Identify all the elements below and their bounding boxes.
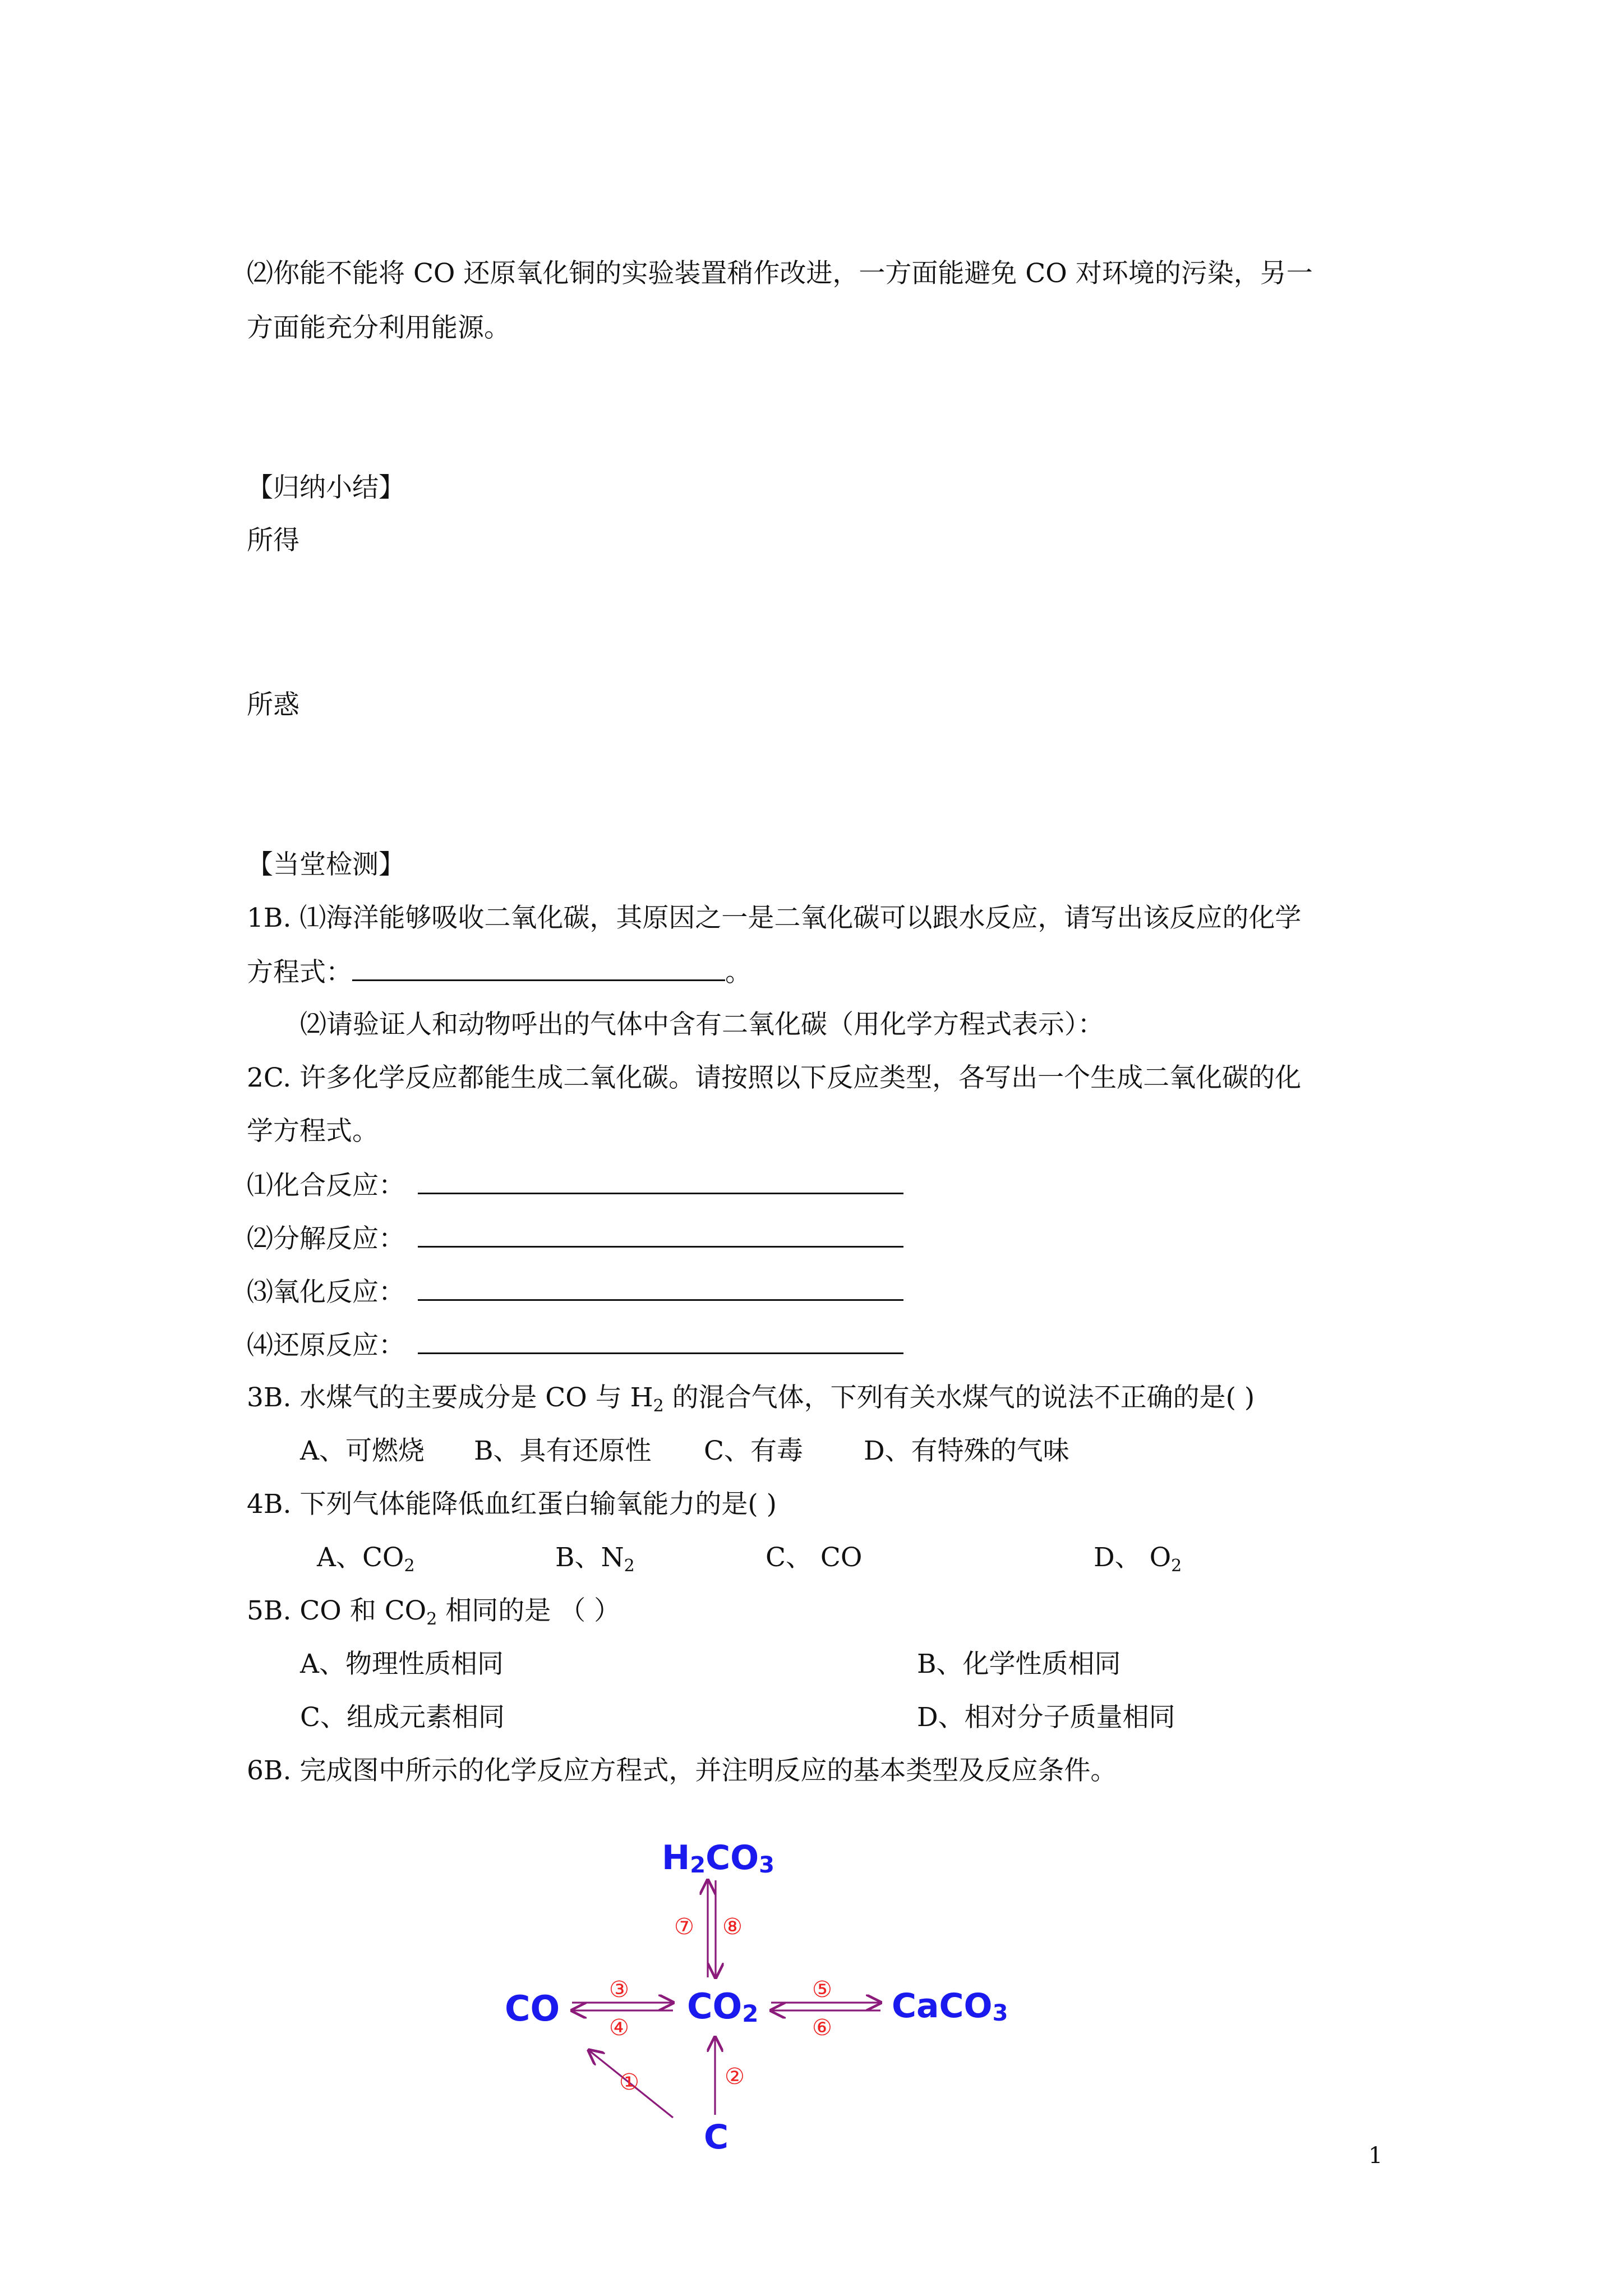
q5-option-d[interactable]: D、相对分子质量相同 — [917, 1702, 1175, 1733]
q6-stem: 6B. 完成图中所示的化学反应方程式，并注明反应的基本类型及反应条件。 — [247, 1755, 1117, 1786]
label-5: ⑤ — [812, 1977, 832, 2003]
q4-option-d-text: D、 O — [1094, 1542, 1172, 1573]
q4-option-c[interactable] — [766, 1541, 862, 1575]
q2-item-1-label: ⑴化合反应： — [247, 1170, 405, 1201]
q2-item-1 — [247, 1168, 903, 1203]
q5-option-a[interactable]: A、物理性质相同 — [300, 1649, 504, 1680]
q5-stem-b: 相同的是 （ ） — [437, 1595, 621, 1626]
summary-heading: 【归纳小结】 — [247, 472, 405, 503]
summary-gain-label: 所得 — [247, 525, 299, 556]
q2-line1: 2C. 许多化学反应都能生成二氧化碳。请按照以下反应类型，各写出一个生成二氧化碳的化 — [247, 1062, 1302, 1093]
label-8: ⑧ — [722, 1914, 743, 1940]
q1-answer-blank[interactable] — [352, 955, 725, 981]
q3-option-d[interactable]: D、有特殊的气味 — [864, 1435, 1069, 1466]
q4-stem: 4B. 下列气体能降低血红蛋白输氧能力的是( ) — [247, 1489, 777, 1520]
q3-option-c[interactable]: C、有毒 — [704, 1435, 803, 1466]
q3-stem — [247, 1381, 1255, 1415]
q2-item-4-blank[interactable] — [418, 1328, 903, 1354]
label-7: ⑦ — [674, 1914, 694, 1940]
q1-line2 — [247, 955, 751, 990]
node-c: C — [704, 2118, 729, 2157]
q2-item-2 — [247, 1221, 903, 1256]
q2-item-3-blank[interactable] — [418, 1274, 903, 1301]
page-number: 1 — [1368, 2143, 1383, 2169]
test-heading: 【当堂检测】 — [247, 849, 405, 880]
question-part2-line2: 方面能充分利用能源。 — [247, 312, 510, 343]
q4-option-d[interactable] — [1094, 1541, 1182, 1575]
q3-stem-b: 的混合气体，下列有关水煤气的说法不正确的是( ) — [663, 1382, 1255, 1413]
label-4: ④ — [609, 2015, 629, 2041]
q2-item-4-label: ⑷还原反应： — [247, 1330, 405, 1361]
node-caco3: CaCO3 — [892, 1986, 1008, 2026]
q1-part2: ⑵请验证人和动物呼出的气体中含有二氧化碳（用化学方程式表示）： — [300, 1009, 1104, 1040]
q5-stem-sub: 2 — [426, 1609, 437, 1629]
q3-option-a[interactable]: A、可燃烧 — [300, 1435, 425, 1466]
reaction-diagram — [488, 1834, 1026, 2171]
q4-option-c-text: C、 CO — [766, 1542, 863, 1573]
q2-line2: 学方程式。 — [247, 1116, 379, 1147]
q4-option-a[interactable] — [317, 1541, 415, 1575]
summary-doubt-label: 所惑 — [247, 689, 299, 720]
label-1: ① — [619, 2069, 639, 2095]
q4-option-a-sub: 2 — [404, 1556, 415, 1576]
node-h2co3: H2CO3 — [662, 1838, 774, 1878]
q1-line2-prefix: 方程式： — [247, 957, 352, 988]
q4-option-a-text: A、CO — [317, 1542, 404, 1573]
q4-option-b-sub: 2 — [624, 1556, 635, 1576]
q5-stem — [247, 1594, 620, 1628]
q2-item-3 — [247, 1274, 903, 1309]
q1-line2-suffix: 。 — [725, 957, 751, 988]
q4-option-b[interactable] — [555, 1541, 635, 1575]
label-2: ② — [725, 2064, 745, 2090]
q1-line1: 1B. ⑴海洋能够吸收二氧化碳，其原因之一是二氧化碳可以跟水反应，请写出该反应的化学 — [247, 903, 1302, 933]
node-co: CO — [505, 1988, 560, 2029]
q2-item-3-label: ⑶氧化反应： — [247, 1277, 405, 1308]
q5-stem-a: 5B. CO 和 CO — [247, 1595, 427, 1626]
node-co2: CO2 — [687, 1986, 759, 2027]
label-3: ③ — [609, 1977, 629, 2003]
q2-item-2-blank[interactable] — [418, 1221, 903, 1248]
label-6: ⑥ — [812, 2015, 832, 2041]
q5-option-c[interactable]: C、组成元素相同 — [300, 1702, 505, 1733]
question-part2-line1: ⑵你能不能将 CO 还原氧化铜的实验装置稍作改进，一方面能避免 CO 对环境的污染，另一 — [247, 258, 1313, 289]
q3-stem-a: 3B. 水煤气的主要成分是 CO 与 H — [247, 1382, 653, 1413]
q4-option-b-text: B、N — [555, 1542, 624, 1573]
q3-stem-sub: 2 — [653, 1396, 664, 1416]
q2-item-2-label: ⑵分解反应： — [247, 1223, 405, 1254]
q3-option-b[interactable]: B、具有还原性 — [474, 1435, 652, 1466]
q4-option-d-sub: 2 — [1171, 1556, 1182, 1576]
q5-option-b[interactable]: B、化学性质相同 — [917, 1649, 1121, 1680]
q2-item-4 — [247, 1328, 903, 1363]
q2-item-1-blank[interactable] — [418, 1168, 903, 1194]
